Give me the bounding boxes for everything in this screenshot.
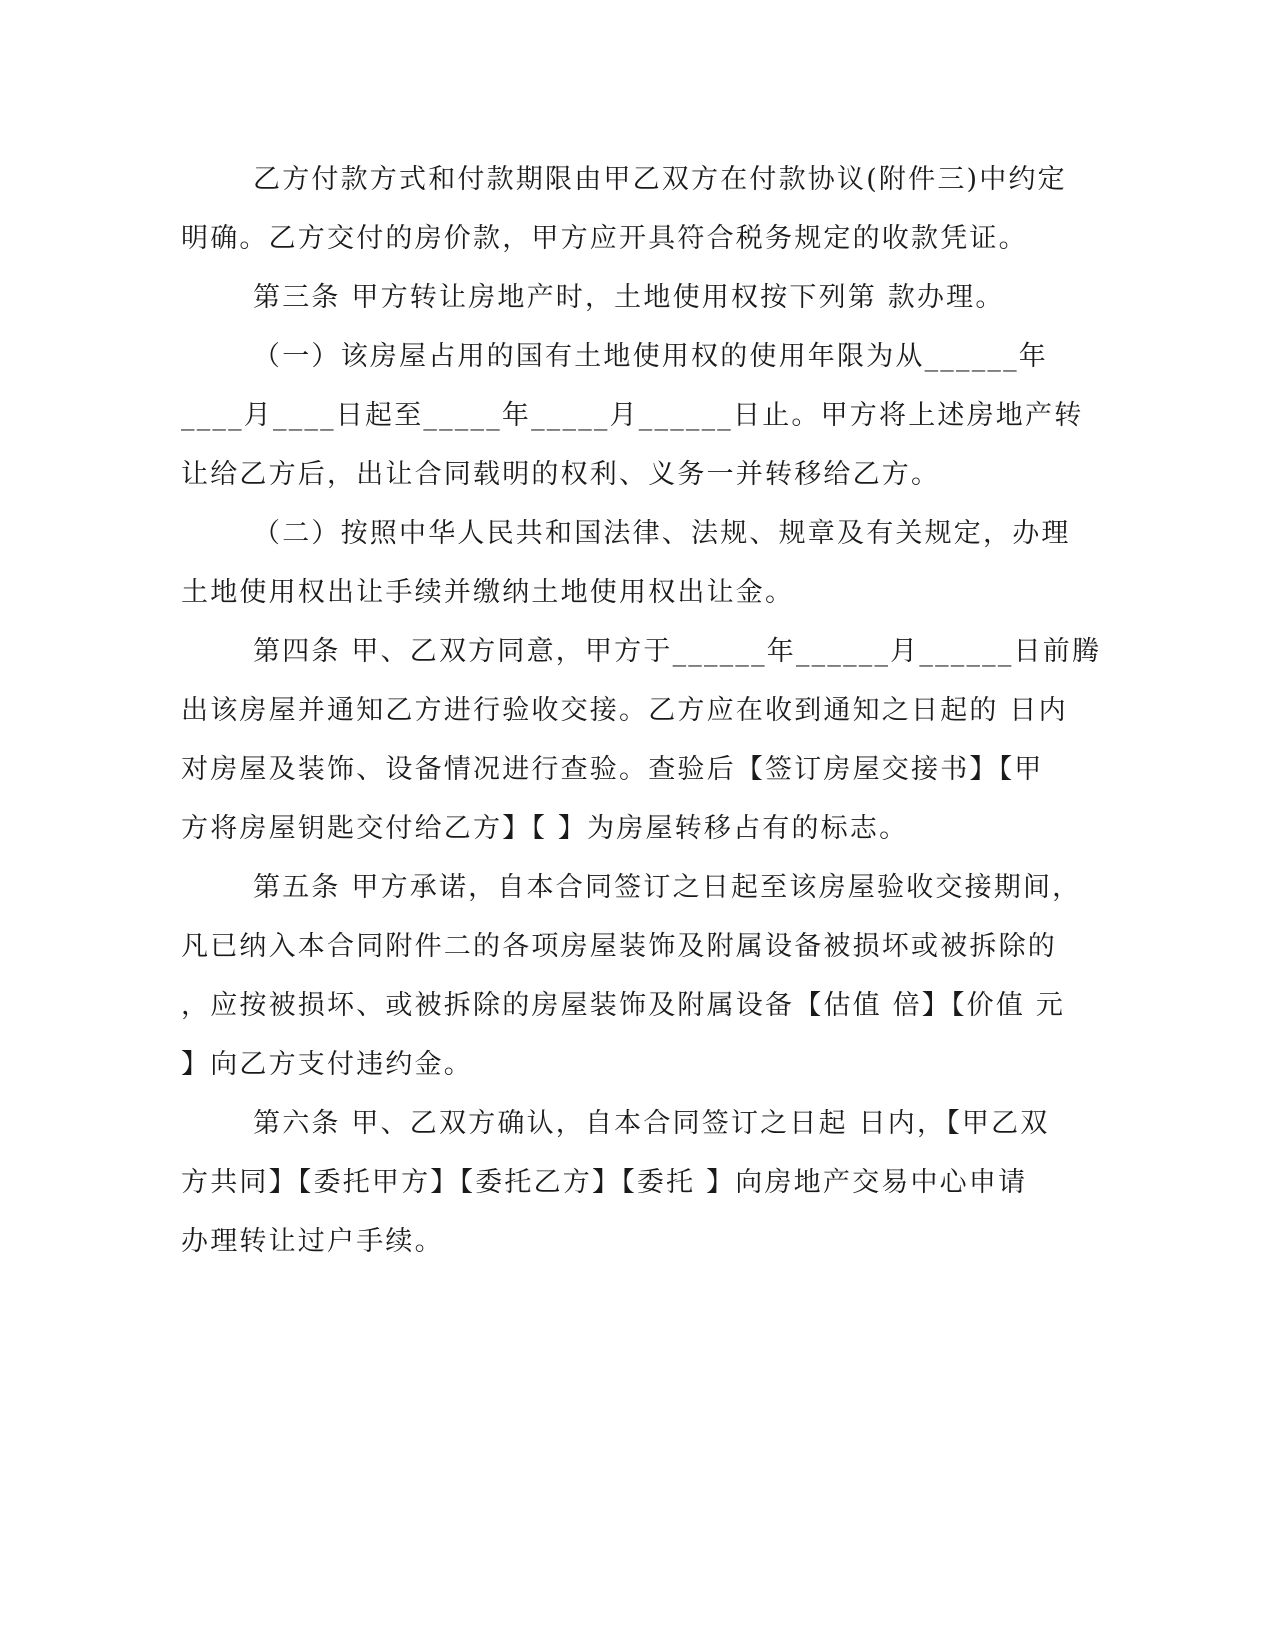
text-line: 第四条 甲、乙双方同意，甲方于______年______月______日前腾 bbox=[253, 636, 1102, 667]
text-line: 】向乙方支付违约金。 bbox=[181, 1049, 473, 1080]
text-line: ____月____日起至_____年_____月______日止。甲方将上述房地产转 bbox=[181, 400, 1084, 431]
text-line: 办理转让过户手续。 bbox=[181, 1226, 444, 1257]
text-line: （一）该房屋占用的国有土地使用权的使用年限为从______年 bbox=[253, 341, 1048, 372]
text-line: 方共同】【委托甲方】【委托乙方】【委托 】向房地产交易中心申请 bbox=[181, 1167, 1028, 1198]
text-line: 第三条 甲方转让房地产时，土地使用权按下列第 款办理。 bbox=[253, 282, 1005, 313]
text-line: 出该房屋并通知乙方进行验收交接。乙方应在收到通知之日起的 日内 bbox=[181, 695, 1068, 726]
text-line: ，应按被损坏、或被拆除的房屋装饰及附属设备【估值 倍】【价值 元 bbox=[181, 990, 1066, 1021]
text-line: 土地使用权出让手续并缴纳土地使用权出让金。 bbox=[181, 577, 795, 608]
text-line: 明确。乙方交付的房价款，甲方应开具符合税务规定的收款凭证。 bbox=[181, 223, 1028, 254]
text-line: 乙方付款方式和付款期限由甲乙双方在付款协议(附件三)中约定 bbox=[253, 164, 1067, 195]
text-line: 第五条 甲方承诺，自本合同签订之日起至该房屋验收交接期间， bbox=[253, 872, 1082, 903]
text-line: 第六条 甲、乙双方确认，自本合同签订之日起 日内，【甲乙双 bbox=[253, 1108, 1050, 1139]
text-line: 方将房屋钥匙交付给乙方】【 】为房屋转移占有的标志。 bbox=[181, 813, 909, 844]
text-line: 对房屋及装饰、设备情况进行查验。查验后【签订房屋交接书】【甲 bbox=[181, 754, 1044, 785]
text-line: 让给乙方后，出让合同载明的权利、义务一并转移给乙方。 bbox=[181, 459, 941, 490]
text-line: （二）按照中华人民共和国法律、法规、规章及有关规定，办理 bbox=[253, 518, 1071, 549]
text-line: 凡已纳入本合同附件二的各项房屋装饰及附属设备被损坏或被拆除的 bbox=[181, 931, 1057, 962]
